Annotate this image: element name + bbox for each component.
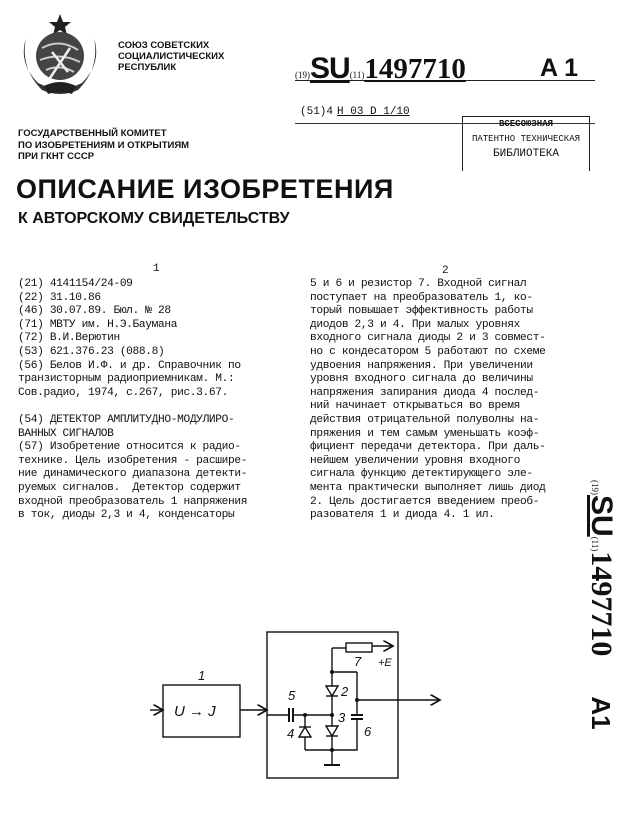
text-line: (21) 4141154/24-09 [18, 278, 133, 290]
label-c6: 6 [364, 724, 372, 739]
patent-number-line [295, 52, 595, 85]
side-inid-11: (11) [590, 536, 600, 552]
text-line: (54) ДЕТЕКТОР АМПЛИТУДНО-МОДУЛИРО- [18, 413, 235, 426]
text-line [18, 400, 247, 414]
inid-19: (19) [295, 70, 310, 80]
side-patent-number [585, 480, 618, 780]
text-line: транзисторным радиоприемникам. М.: [18, 373, 235, 386]
text-line: Сов.радио, 1974, с.267, рис.3.67. [18, 386, 228, 399]
committee-name [18, 128, 189, 163]
library-stamp [462, 116, 590, 171]
text-line: ВАННЫХ СИГНАЛОВ [18, 427, 114, 440]
label-d4: 4 [287, 726, 295, 741]
text-line: (71) МВТУ им. Н.Э.Баумана [18, 318, 178, 331]
text-line: поступает на преобразователь 1, ко- [310, 291, 533, 304]
label-supply: +E [378, 657, 392, 669]
country-line: РЕСПУБЛИК [118, 62, 177, 73]
label-d3: 3 [338, 710, 346, 725]
text-line: диодов 2,3 и 4. При малых уровнях [310, 318, 520, 331]
diode-3 [326, 726, 338, 736]
stamp-line: ПАТЕНТНО ТЕХНИЧЕСКАЯ [471, 134, 581, 144]
inid-11: (11) [349, 70, 365, 80]
patent-number: 1497710 [364, 53, 466, 85]
block-label: 1 [198, 668, 206, 683]
text-line: 5 и 6 и резистор 7. Входной сигнал [310, 278, 527, 290]
text-line: руемых сигналов. Детектор содержит [18, 481, 241, 494]
ipc-classification [300, 106, 410, 118]
text-line: разователя 1 и диода 4. 1 ил. [310, 509, 495, 522]
diode-4 [299, 727, 311, 737]
ipc-code: H 03 D 1/10 [337, 106, 410, 118]
text-line: (22) 31.10.86 [18, 291, 101, 304]
label-r7: 7 [354, 654, 362, 669]
text-line: (72) В.И.Верютин [18, 332, 120, 345]
text-line: (53) 621.376.23 (088.8) [18, 345, 165, 358]
country-line: СОЦИАЛИСТИЧЕСКИХ [118, 51, 225, 62]
text-line: пряжения и тем самым уменьшать коэф- [310, 427, 540, 440]
committee-line: ГОСУДАРСТВЕННЫЙ КОМИТЕТ [18, 128, 167, 139]
stamp-line: БИБЛИОТЕКА [492, 148, 559, 160]
text-line: входной преобразователь 1 напряжения [18, 495, 248, 508]
side-inid-19: (19) [590, 480, 600, 495]
kind-code: A 1 [540, 54, 578, 82]
text-line: уровня входного сигнала до величины [310, 373, 533, 386]
committee-line: ПРИ ГКНТ СССР [18, 151, 95, 162]
country-code: SU [310, 52, 350, 85]
label-d2: 2 [341, 684, 349, 699]
text-line: торый повышает эффективность работы [310, 305, 533, 318]
text-line: фициент передачи детектора. При даль- [310, 441, 546, 454]
side-patent-number-text: 1497710 [585, 551, 618, 657]
text-line: действия отрицательной полуволны на- [310, 413, 540, 426]
column-number: 2 [442, 265, 449, 277]
left-column [18, 278, 247, 523]
country-name [118, 40, 224, 73]
text-line: удвоения напряжения. При увеличении [310, 359, 533, 372]
side-country-code: SU [585, 495, 618, 537]
text-line: ний начинает открываться во время [310, 400, 520, 413]
text-line: технике. Цель изобретения - расшире- [18, 454, 248, 467]
text-line: напряжения запирания диода 4 послед- [310, 386, 540, 399]
diode-2 [326, 686, 338, 696]
text-line: входного сигнала диоды 2 и 3 совмест- [310, 332, 546, 345]
text-line: (56) Белов И.Ф. и др. Справочник по [18, 359, 241, 372]
right-column [310, 278, 545, 523]
text-line: мента практически выполняет лишь диод [310, 481, 546, 494]
text-line: в ток, диоды 2,3 и 4, конденсаторы [18, 509, 235, 522]
document-title: ОПИСАНИЕ ИЗОБРЕТЕНИЯ [16, 174, 394, 204]
resistor-7 [346, 643, 372, 652]
side-kind-code: A1 [586, 696, 616, 730]
ussr-emblem [12, 8, 108, 100]
text-line: сигнала функцию детектирующего эле- [310, 468, 533, 481]
column-number: 1 [153, 263, 160, 275]
label-c5: 5 [288, 688, 296, 703]
block-text: U → J [174, 703, 216, 720]
text-line: но с кондесатором 5 работают по схеме [310, 345, 546, 358]
text-line: нейшем увеличении уровня входного [310, 454, 520, 467]
stamp-line: ВСЕСОЮЗНАЯ [498, 119, 553, 129]
text-line: 2. Цель достигается введением преоб- [310, 495, 540, 508]
circuit-diagram [150, 620, 450, 810]
text-line: ние динамического диапазона детекти- [18, 468, 248, 481]
ipc-prefix: (51)4 [300, 106, 334, 118]
text-line: (57) Изобретение относится к радио- [18, 441, 241, 454]
country-line: СОЮЗ СОВЕТСКИХ [118, 40, 210, 51]
committee-line: ПО ИЗОБРЕТЕНИЯМ И ОТКРЫТИЯМ [18, 139, 190, 151]
text-line: (46) 30.07.89. Бюл. № 28 [18, 305, 171, 318]
document-subtitle: К АВТОРСКОМУ СВИДЕТЕЛЬСТВУ [18, 210, 290, 227]
